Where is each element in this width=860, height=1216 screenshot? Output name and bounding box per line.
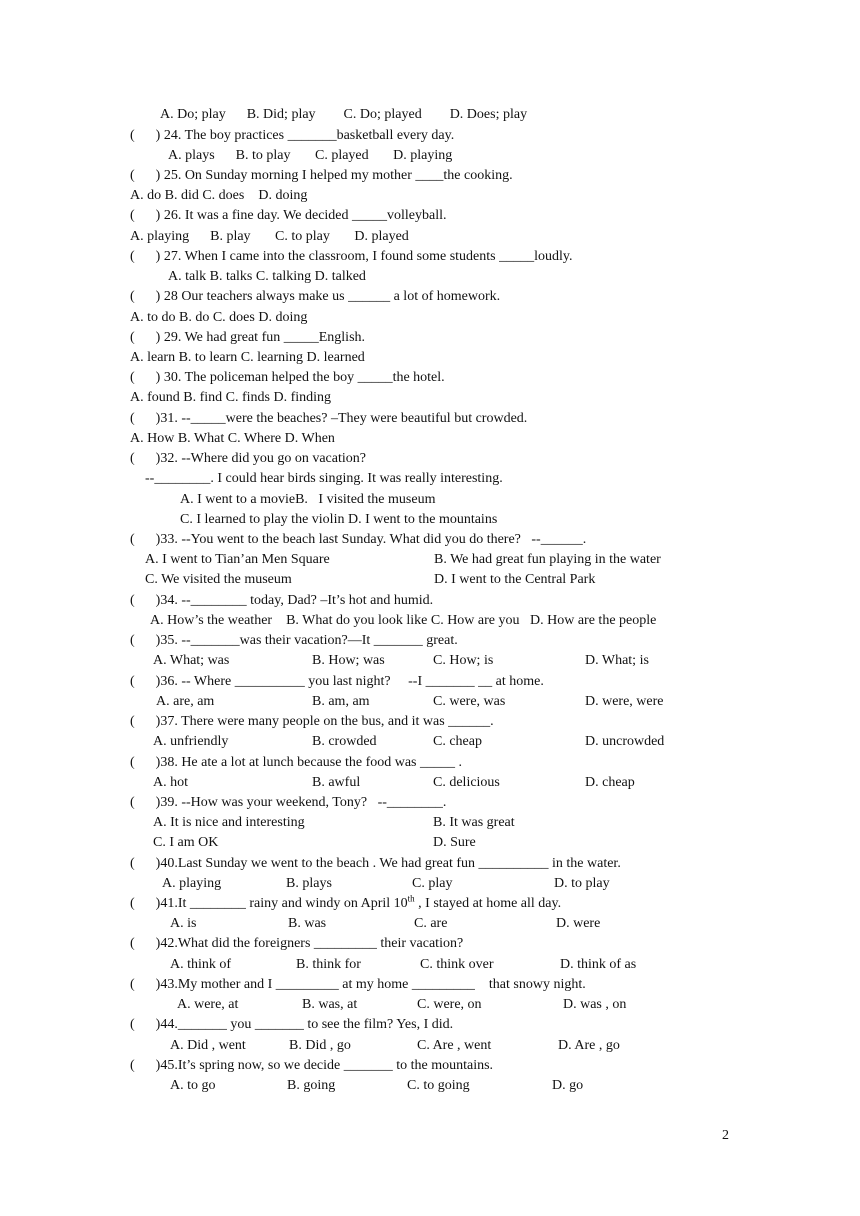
- option-41-a: A. is: [170, 916, 197, 931]
- question-24: ( ) 24. The boy practices _______basketball every day.: [130, 128, 455, 143]
- option-43-a: A. were, at: [177, 997, 239, 1012]
- options-q31: A. How B. What C. Where D. When: [130, 431, 335, 446]
- option-45-c: C. to going: [407, 1078, 470, 1093]
- question-26: ( ) 26. It was a fine day. We decided _____volleyball.: [130, 208, 447, 223]
- option-37-a: A. unfriendly: [153, 734, 229, 749]
- option-38-a: A. hot: [153, 775, 188, 790]
- option-36-b: B. am, am: [312, 694, 370, 709]
- option-33-d: D. I went to the Central Park: [434, 572, 596, 587]
- option-42-a: A. think of: [170, 957, 232, 972]
- option-40-b: B. plays: [286, 876, 332, 891]
- options-q24: A. plays B. to play C. played D. playing: [168, 148, 453, 163]
- option-42-d: D. think of as: [560, 957, 637, 972]
- option-39-c: C. I am OK: [153, 835, 219, 850]
- question-41: [130, 895, 561, 913]
- option-45-b: B. going: [287, 1078, 336, 1093]
- option-37-c: C. cheap: [433, 734, 482, 749]
- option-45-d: D. go: [552, 1078, 584, 1093]
- question-41-text-end: , I stayed at home all day.: [414, 896, 562, 911]
- option-41-d: D. were: [556, 916, 601, 931]
- option-39-a: A. It is nice and interesting: [153, 815, 305, 830]
- question-39: ( )39. --How was your weekend, Tony? --________.: [130, 795, 447, 810]
- option-44-d: D. Are , go: [558, 1038, 620, 1053]
- option-44-c: C. Are , went: [417, 1038, 492, 1053]
- question-30: ( ) 30. The policeman helped the boy _____the hotel.: [130, 370, 445, 385]
- question-41-text: ( )41.It ________ rainy and windy on April 10: [130, 896, 408, 911]
- options-q32-cd: C. I learned to play the violin D. I went to the mountains: [180, 512, 498, 527]
- option-42-b: B. think for: [296, 957, 361, 972]
- option-37-d: D. uncrowded: [585, 734, 665, 749]
- question-38: ( )38. He ate a lot at lunch because the food was _____ .: [130, 755, 463, 770]
- option-41-c: C. are: [414, 916, 448, 931]
- options-q23: A. Do; play B. Did; play C. Do; played D. Does; play: [160, 107, 528, 122]
- options-q26: A. playing B. play C. to play D. played: [130, 229, 409, 244]
- option-36-a: A. are, am: [156, 694, 215, 709]
- option-44-a: A. Did , went: [170, 1038, 246, 1053]
- question-40: ( )40.Last Sunday we went to the beach . We had great fun __________ in the water.: [130, 856, 621, 871]
- options-q30: A. found B. find C. finds D. finding: [130, 390, 332, 405]
- option-38-d: D. cheap: [585, 775, 635, 790]
- option-43-d: D. was , on: [563, 997, 627, 1012]
- question-35: ( )35. --_______was their vacation?—It _______ great.: [130, 633, 458, 648]
- question-44: ( )44._______ you _______ to see the film? Yes, I did.: [130, 1017, 454, 1032]
- option-33-a: A. I went to Tian’an Men Square: [145, 552, 330, 567]
- option-45-a: A. to go: [170, 1078, 216, 1093]
- option-40-c: C. play: [412, 876, 453, 891]
- option-40-a: A. playing: [162, 876, 222, 891]
- question-33: ( )33. --You went to the beach last Sunday. What did you do there? --______.: [130, 532, 587, 547]
- option-40-d: D. to play: [554, 876, 610, 891]
- option-36-d: D. were, were: [585, 694, 664, 709]
- page-number: 2: [722, 1128, 729, 1143]
- question-32: ( )32. --Where did you go on vacation?: [130, 451, 366, 466]
- question-36: ( )36. -- Where __________ you last night? --I _______ __ at home.: [130, 674, 544, 689]
- option-35-c: C. How; is: [433, 653, 494, 668]
- option-41-b: B. was: [288, 916, 327, 931]
- question-34: ( )34. --________ today, Dad? –It’s hot and humid.: [130, 593, 434, 608]
- question-43: ( )43.My mother and I _________ at my home _________ that snowy night.: [130, 977, 586, 992]
- option-39-d: D. Sure: [433, 835, 476, 850]
- question-25: ( ) 25. On Sunday morning I helped my mother ____the cooking.: [130, 168, 513, 183]
- question-28: ( ) 28 Our teachers always make us ______ a lot of homework.: [130, 289, 501, 304]
- question-27: ( ) 27. When I came into the classroom, I found some students _____loudly.: [130, 249, 573, 264]
- option-37-b: B. crowded: [312, 734, 377, 749]
- option-38-c: C. delicious: [433, 775, 500, 790]
- question-37: ( )37. There were many people on the bus, and it was ______.: [130, 714, 494, 729]
- question-42: ( )42.What did the foreigners _________ their vacation?: [130, 936, 464, 951]
- question-31: ( )31. --_____were the beaches? –They were beautiful but crowded.: [130, 411, 528, 426]
- question-32-reply: --________. I could hear birds singing. It was really interesting.: [145, 471, 503, 486]
- option-38-b: B. awful: [312, 775, 361, 790]
- options-q29: A. learn B. to learn C. learning D. learned: [130, 350, 365, 365]
- option-42-c: C. think over: [420, 957, 494, 972]
- option-39-b: B. It was great: [433, 815, 515, 830]
- option-33-c: C. We visited the museum: [145, 572, 292, 587]
- options-q27: A. talk B. talks C. talking D. talked: [168, 269, 366, 284]
- question-45: ( )45.It’s spring now, so we decide _______ to the mountains.: [130, 1058, 494, 1073]
- option-35-a: A. What; was: [153, 653, 230, 668]
- question-29: ( ) 29. We had great fun _____English.: [130, 330, 366, 345]
- options-q32-ab: A. I went to a movieB. I visited the museum: [180, 492, 436, 507]
- options-q25: A. do B. did C. does D. doing: [130, 188, 308, 203]
- options-q34: A. How’s the weather B. What do you look like C. How are you D. How are the people: [150, 613, 657, 628]
- ordinal-suffix: th: [407, 893, 415, 904]
- option-43-b: B. was, at: [302, 997, 358, 1012]
- options-q28: A. to do B. do C. does D. doing: [130, 310, 308, 325]
- option-36-c: C. were, was: [433, 694, 506, 709]
- option-35-b: B. How; was: [312, 653, 385, 668]
- option-43-c: C. were, on: [417, 997, 482, 1012]
- option-44-b: B. Did , go: [289, 1038, 351, 1053]
- option-35-d: D. What; is: [585, 653, 649, 668]
- option-33-b: B. We had great fun playing in the water: [434, 552, 661, 567]
